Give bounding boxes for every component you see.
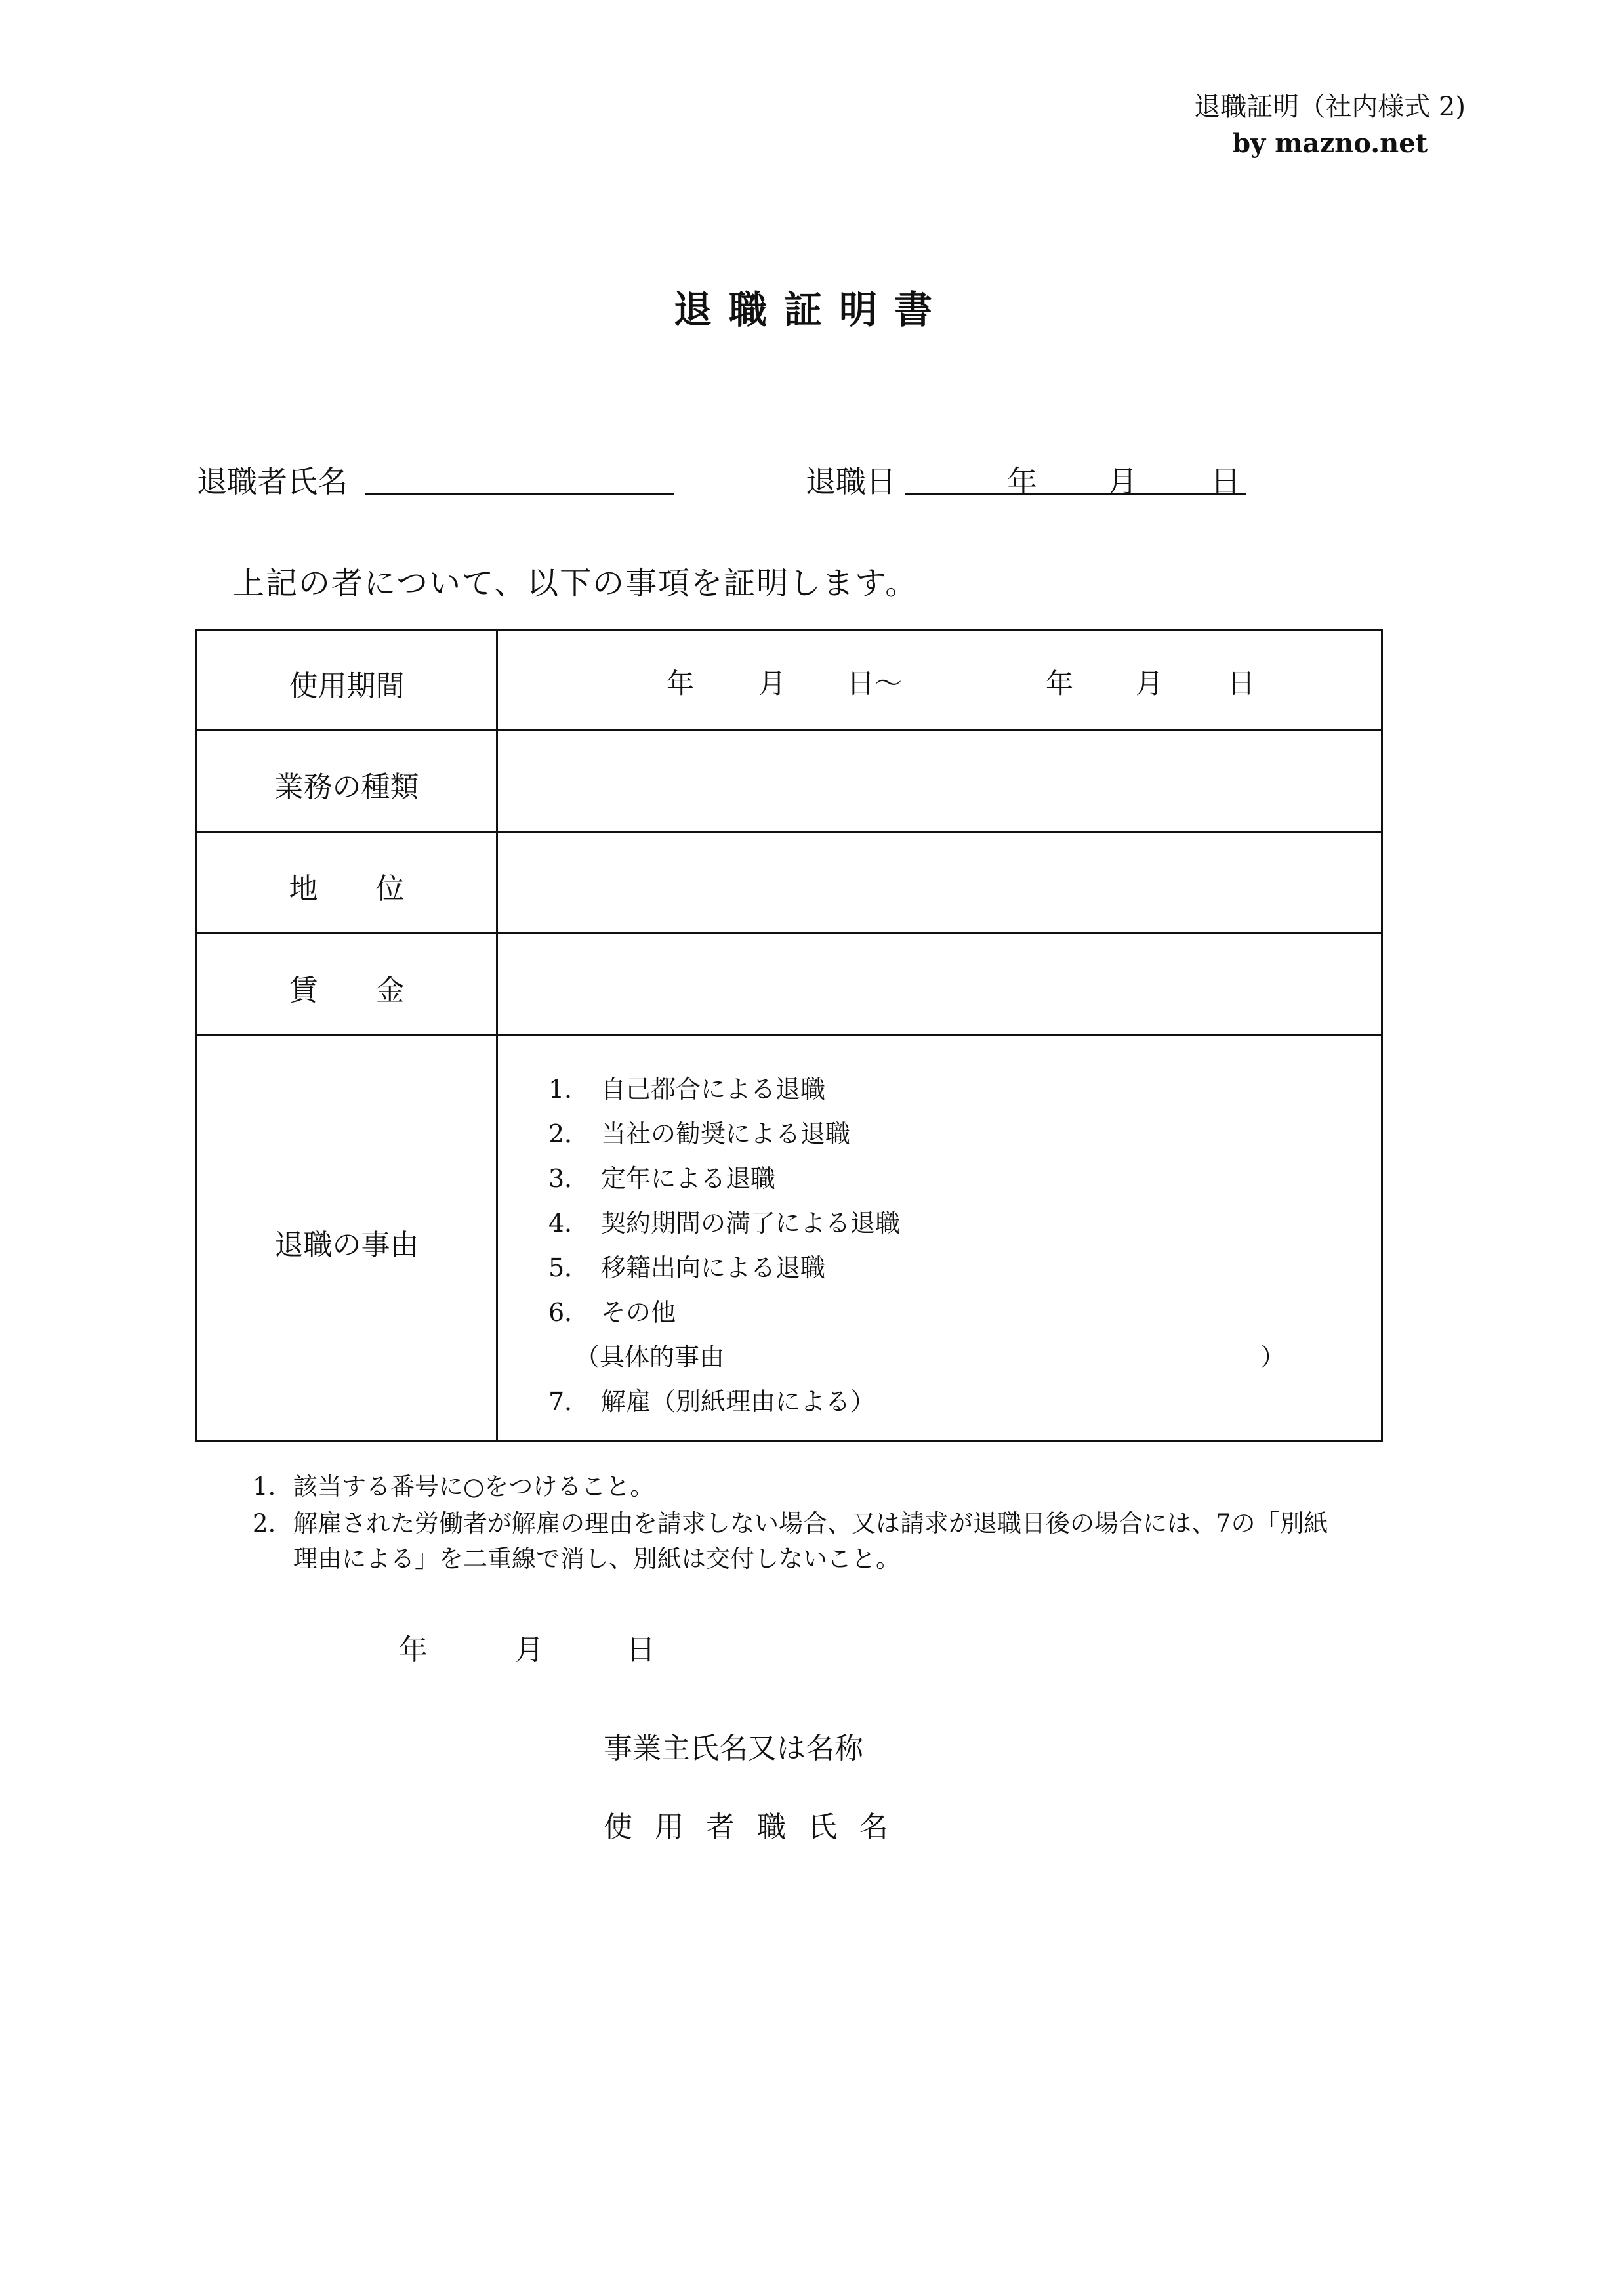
specific-reason-open: （具体的事由 — [575, 1343, 725, 1371]
officer-name-label: 使 用 者 職 氏 名 — [604, 1810, 895, 1844]
period-end-day: 日 — [1227, 667, 1256, 699]
form-header — [1194, 89, 1466, 162]
intro-text: 上記の者について、以下の事項を証明します。 — [233, 565, 918, 602]
reason-item[interactable] — [548, 1381, 875, 1417]
reason-text: 定年による退職 — [601, 1164, 776, 1193]
reason-item[interactable] — [548, 1247, 825, 1284]
reason-number: 6． — [548, 1298, 590, 1327]
row-divider — [197, 1034, 1381, 1036]
reason-number: 5． — [548, 1253, 590, 1282]
reason-text: 契約期間の満了による退職 — [601, 1209, 901, 1238]
reason-number: 2． — [548, 1119, 590, 1148]
reason-text: 移籍出向による退職 — [601, 1253, 826, 1282]
row-divider — [197, 932, 1381, 934]
note-item — [253, 1470, 654, 1504]
row-divider — [197, 831, 1381, 833]
retire-date-line[interactable] — [905, 493, 1246, 495]
note-number: 1. — [253, 1472, 276, 1501]
row-divider — [197, 729, 1381, 731]
row-label-job-type: 業務の種類 — [274, 770, 419, 804]
reason-text: 解雇（別紙理由による） — [601, 1387, 876, 1416]
note-number: 2. — [253, 1509, 276, 1537]
employer-name-label: 事業主氏名又は名称 — [604, 1732, 863, 1765]
note-item — [253, 1507, 1328, 1541]
note-item — [253, 1542, 900, 1576]
reason-item[interactable] — [548, 1158, 775, 1194]
retire-date-year: 年 — [1007, 464, 1037, 499]
sign-date-month: 月 — [515, 1633, 544, 1667]
reason-item[interactable] — [548, 1203, 900, 1239]
specific-reason-close: ） — [1260, 1343, 1286, 1371]
period-end-year: 年 — [1046, 667, 1074, 699]
retire-date-label: 退職日 — [806, 464, 896, 499]
reason-number: 1． — [548, 1075, 590, 1104]
row-label-position: 地 位 — [289, 872, 405, 906]
reason-item[interactable] — [548, 1292, 676, 1328]
note-text: 理由による」を二重線で消し、別紙は交付しないこと。 — [293, 1545, 900, 1573]
document-title: 退職証明書 — [673, 287, 949, 332]
form-label: 退職証明（社内様式 2) — [1194, 92, 1466, 122]
row-label-reason: 退職の事由 — [274, 1228, 419, 1262]
period-start-month: 月 — [758, 667, 787, 699]
reason-text: 自己都合による退職 — [601, 1075, 826, 1104]
period-start-day: 日〜 — [847, 667, 903, 699]
reason-item[interactable] — [548, 1114, 850, 1150]
row-label-period: 使用期間 — [289, 669, 405, 703]
reason-number: 4． — [548, 1209, 590, 1238]
period-end-month: 月 — [1136, 667, 1164, 699]
note-text: 解雇された労働者が解雇の理由を請求しない場合、又は請求が退職日後の場合には、7の「別紙 — [293, 1509, 1328, 1537]
retiree-name-label: 退職者氏名 — [197, 464, 348, 499]
sign-date-year: 年 — [399, 1633, 428, 1667]
reason-item[interactable] — [548, 1069, 825, 1105]
retire-date-day: 日 — [1210, 464, 1241, 499]
period-start-year: 年 — [667, 667, 695, 699]
row-label-wage: 賃 金 — [289, 974, 405, 1007]
reason-text: 当社の勧奨による退職 — [601, 1119, 851, 1148]
reason-number: 7． — [548, 1387, 590, 1416]
reason-number: 3． — [548, 1164, 590, 1193]
reason-text: その他 — [601, 1298, 676, 1327]
certificate-table — [195, 629, 1383, 1442]
sign-date-day: 日 — [627, 1633, 655, 1667]
note-text: 該当する番号に○をつけること。 — [293, 1472, 655, 1501]
retire-date-month: 月 — [1107, 464, 1138, 499]
site-credit: by mazno.net — [1232, 128, 1428, 159]
retiree-name-line[interactable] — [365, 493, 674, 495]
